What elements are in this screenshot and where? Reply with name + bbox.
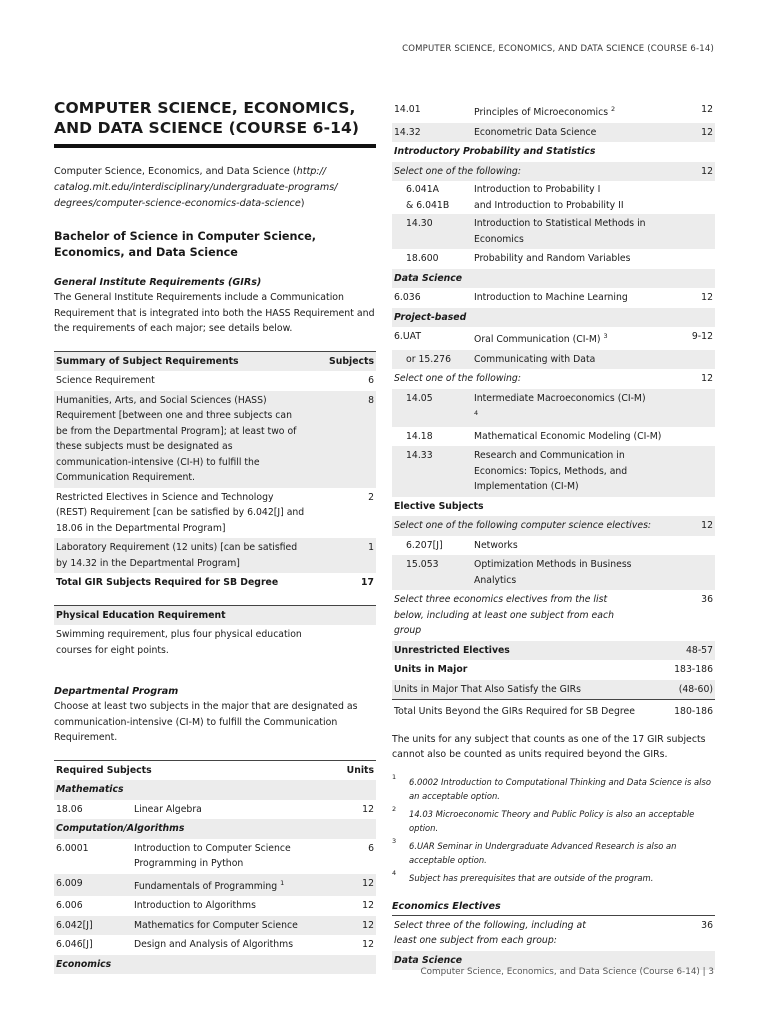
footnotes [392, 772, 715, 885]
total-row [392, 660, 715, 680]
table-row [54, 538, 376, 573]
section-label: Introductory Probability and Statistics [394, 146, 596, 158]
summary-header-subjects: Subjects [327, 351, 376, 371]
table-row [392, 214, 715, 249]
gir-heading: General Institute Requirements (GIRs) [54, 277, 262, 288]
select-label: Select three of the following, including at least one subject from each group: [394, 919, 586, 947]
subject-number[interactable]: 14.30 [392, 214, 472, 249]
required-subjects-table [54, 760, 376, 975]
select-units: 36 [701, 594, 713, 606]
footnote-number: 4 [392, 868, 397, 877]
subject-number[interactable]: 18.600 [406, 253, 439, 265]
pe-header: Physical Education Requirement [54, 605, 376, 625]
pe-table [54, 605, 376, 661]
subject-title: Optimization Methods in Business Analytics [472, 555, 671, 590]
subject-number[interactable]: 6.UAT [394, 331, 421, 343]
subject-title: Introduction to Statistical Methods in Economics [472, 214, 671, 249]
row-value: 6 [368, 375, 374, 386]
row-label: Science Requirement [56, 375, 155, 386]
left-column [54, 98, 376, 974]
select-row [392, 516, 715, 536]
subject-title [132, 874, 342, 897]
subject-title-text: Fundamentals of Programming [134, 880, 278, 892]
subject-units: 12 [701, 104, 713, 115]
select-units: 12 [671, 516, 715, 536]
select-label: Select one of the following: [392, 162, 671, 182]
row-label: Total GIR Subjects Required for SB Degree [56, 577, 279, 588]
footnote-number: 1 [392, 772, 397, 781]
intro-text: Computer Science, Economics, and Data Science ( [54, 166, 297, 177]
table-row [392, 446, 715, 497]
subject-number[interactable]: 6.042[J] [54, 916, 132, 936]
table-row [54, 488, 376, 539]
footnote-text: Subject has prerequisites that are outside of the program. [409, 872, 654, 883]
table-header [54, 760, 376, 780]
subject-number[interactable]: 14.33 [392, 446, 472, 497]
total-row [392, 680, 715, 700]
req-header-units: Units [342, 760, 376, 780]
total-label: Unrestricted Electives [392, 641, 671, 661]
table-total-row [54, 573, 376, 593]
table-row [54, 896, 376, 916]
footnote [392, 836, 715, 867]
subject-number[interactable]: 14.32 [392, 123, 472, 143]
subject-title: and Introduction to Probability II [474, 200, 624, 212]
table-row [54, 916, 376, 936]
degree-heading: Bachelor of Science in Computer Science, Economics, and Data Science [54, 230, 316, 259]
section-label: Mathematics [54, 780, 376, 800]
select-units: 12 [701, 373, 713, 385]
table-row [392, 536, 715, 556]
table-row [54, 371, 376, 391]
section-label: Project-based [392, 308, 715, 328]
req-header-label: Required Subjects [54, 760, 342, 780]
table-row [392, 327, 715, 350]
section-row [392, 269, 715, 289]
section-row [54, 819, 376, 839]
subject-units: 12 [701, 292, 713, 304]
footnote-text: 6.UAR Seminar in Undergraduate Advanced Research is also an acceptable option. [409, 840, 677, 865]
subject-title-text: Intermediate Macroeconomics (CI-M) [474, 392, 646, 404]
total-label: Total Units Beyond the GIRs Required for SB Degree [394, 706, 635, 718]
section-row [392, 308, 715, 328]
row-label: Restricted Electives in Science and Technology (REST) Requirement [can be satisfied by 6.042[J] and 18.06 in the Departmental Program] [56, 491, 305, 534]
subject-title [472, 327, 671, 350]
subject-units: 12 [342, 916, 376, 936]
table-row [392, 181, 715, 196]
table-row [392, 427, 715, 447]
row-value: 1 [327, 538, 376, 573]
select-label: Select one of the following computer science electives: [392, 516, 671, 536]
select-units: 12 [671, 162, 715, 182]
footnote-text: 6.0002 Introduction to Computational Thinking and Data Science is also an acceptable option. [409, 776, 711, 801]
subject-title: Econometric Data Science [472, 123, 671, 143]
footnote-number: 3 [392, 836, 397, 845]
subject-units: 12 [342, 874, 376, 897]
footnote-number: 2 [392, 804, 397, 813]
subject-title: Mathematical Economic Modeling (CI-M) [474, 430, 662, 442]
page-title: COMPUTER SCIENCE, ECONOMICS, AND DATA SCIENCE (COURSE 6-14) [54, 98, 376, 148]
select-row [392, 590, 715, 641]
subject-number[interactable]: 6.041A [406, 184, 439, 196]
table-row [392, 350, 715, 370]
subject-number[interactable]: 14.01 [394, 104, 421, 115]
total-value: 183-186 [674, 664, 713, 676]
table-row [54, 874, 376, 897]
running-head: COMPUTER SCIENCE, ECONOMICS, AND DATA SCIENCE (COURSE 6-14) [402, 44, 714, 54]
total-value: (48-60) [671, 680, 715, 700]
subject-number[interactable]: 6.046[J] [56, 939, 93, 951]
select-units: 36 [701, 919, 713, 931]
subject-number[interactable]: 14.18 [406, 430, 433, 442]
section-label: Elective Subjects [394, 500, 484, 512]
subject-title: Mathematics for Computer Science [132, 916, 342, 936]
total-row [392, 700, 715, 722]
row-value: 2 [368, 491, 374, 503]
footnote-marker[interactable]: 1 [280, 878, 285, 887]
table-row [392, 389, 715, 427]
subject-units: 9-12 [691, 331, 713, 343]
section-row [392, 142, 715, 162]
row-value: 8 [327, 391, 376, 488]
row-value: 17 [361, 577, 374, 588]
dept-heading: Departmental Program [54, 686, 179, 697]
subject-title-text: Principles of Microeconomics [474, 107, 609, 119]
subject-title: Research and Communication in Economics: Topics, Methods, and Implementation (CI-M) [472, 446, 671, 497]
table-row [54, 839, 376, 874]
section-label: Data Science [392, 951, 715, 971]
select-row [392, 162, 715, 182]
subject-title: Introduction to Computer Science Programming in Python [134, 842, 291, 869]
summary-table [54, 351, 376, 593]
section-row [54, 955, 376, 975]
subject-units: 12 [362, 939, 374, 951]
subject-number[interactable]: 14.05 [392, 389, 472, 427]
table-row [392, 123, 715, 143]
footnote [392, 804, 715, 835]
subject-units: 6 [368, 842, 374, 854]
summary-header-label: Summary of Subject Requirements [54, 351, 327, 371]
section-label: Economics [54, 955, 376, 975]
subject-number[interactable]: or 15.276 [392, 350, 472, 370]
select-label: Select one of the following: [394, 373, 521, 385]
footnote [392, 772, 715, 803]
table-row [54, 625, 376, 660]
subject-title: Introduction to Probability I [474, 184, 601, 196]
subject-number[interactable]: 6.006 [56, 900, 83, 912]
total-label: Units in Major That Also Satisfy the GIRs [392, 680, 671, 700]
subject-title-text: Oral Communication (CI-M) [474, 334, 601, 346]
gir-description: The General Institute Requirements include a Communication Requirement that is integrated into both the HASS Requirement and the requirements of each major; see details below. [54, 292, 375, 334]
subject-number[interactable]: 6.036 [394, 292, 421, 304]
total-value: 48-57 [671, 641, 715, 661]
section-row [54, 780, 376, 800]
footnote-text: 14.03 Microeconomic Theory and Public Policy is also an acceptable option. [409, 808, 695, 833]
select-row [392, 369, 715, 389]
intro-suffix: ) [300, 198, 305, 209]
subject-title: Design and Analysis of Algorithms [134, 939, 294, 951]
units-note: The units for any subject that counts as one of the 17 GIR subjects cannot also be counted as units required beyond the GIRs. [392, 733, 706, 761]
section-row [392, 497, 715, 517]
subject-units: 12 [362, 900, 374, 912]
catalog-link[interactable]: http:// catalog.mit.edu/interdisciplinary/undergraduate-programs/ degrees/computer-science-economics-data-science [54, 166, 338, 209]
subject-number[interactable]: 6.207[J] [406, 539, 443, 551]
table-row [54, 935, 376, 955]
table-row [392, 100, 715, 123]
pe-text: Swimming requirement, plus four physical education courses for eight points. [56, 629, 302, 656]
subject-title: Linear Algebra [134, 803, 202, 815]
subject-number[interactable]: 6.009 [54, 874, 132, 897]
table-row [54, 391, 376, 488]
total-value: 180-186 [674, 706, 713, 718]
total-label: Units in Major [394, 664, 468, 676]
right-column [392, 100, 715, 970]
select-label: Select three economics electives from the list below, including at least one subject from each group [394, 594, 614, 637]
table-header [54, 605, 376, 625]
subject-number[interactable]: 18.06 [56, 803, 83, 815]
total-row [392, 641, 715, 661]
subject-units: 12 [362, 803, 374, 815]
subject-number[interactable]: & 6.041B [406, 200, 450, 212]
required-subjects-continued [392, 100, 715, 722]
footnote-marker[interactable]: 2 [611, 105, 616, 113]
footnote-marker[interactable]: 4 [474, 409, 479, 418]
subject-title [472, 389, 671, 427]
subject-title [472, 100, 671, 123]
economics-electives-heading: Economics Electives [392, 899, 715, 916]
subject-units: 12 [671, 123, 715, 143]
subject-number[interactable]: 6.0001 [56, 842, 89, 854]
section-label: Computation/Algorithms [54, 819, 376, 839]
table-row [392, 196, 715, 214]
economics-electives-table [392, 916, 715, 971]
dept-description: Choose at least two subjects in the major that are designated as communication-intensive (CI-M) to fulfill the Communication Requirement. [54, 701, 358, 743]
intro-paragraph [54, 164, 376, 212]
table-row [392, 249, 715, 269]
subject-title: Introduction to Machine Learning [474, 292, 628, 304]
row-label: Humanities, Arts, and Social Sciences (HASS) Requirement [between one and three subjects can be from the Departmental Program]; at least two of these subjects must be designated as communication-intensive (CI-H) to fulfill the Communication Requirement. [54, 391, 327, 488]
page-footer: Computer Science, Economics, and Data Science (Course 6-14) | 3 [420, 967, 714, 977]
select-row [392, 916, 715, 951]
table-row [54, 800, 376, 820]
subject-number[interactable]: 15.053 [392, 555, 472, 590]
table-header [54, 351, 376, 371]
subject-title: Probability and Random Variables [474, 253, 631, 265]
subject-title: Networks [474, 539, 518, 551]
subject-title: Introduction to Algorithms [134, 900, 256, 912]
subject-title: Communicating with Data [472, 350, 671, 370]
row-label: Laboratory Requirement (12 units) [can be satisfied by 14.32 in the Departmental Program] [54, 538, 327, 573]
footnote [392, 868, 715, 885]
section-label: Data Science [392, 269, 715, 289]
footnote-marker[interactable]: 3 [603, 332, 608, 341]
table-row [392, 555, 715, 590]
table-row [392, 288, 715, 308]
